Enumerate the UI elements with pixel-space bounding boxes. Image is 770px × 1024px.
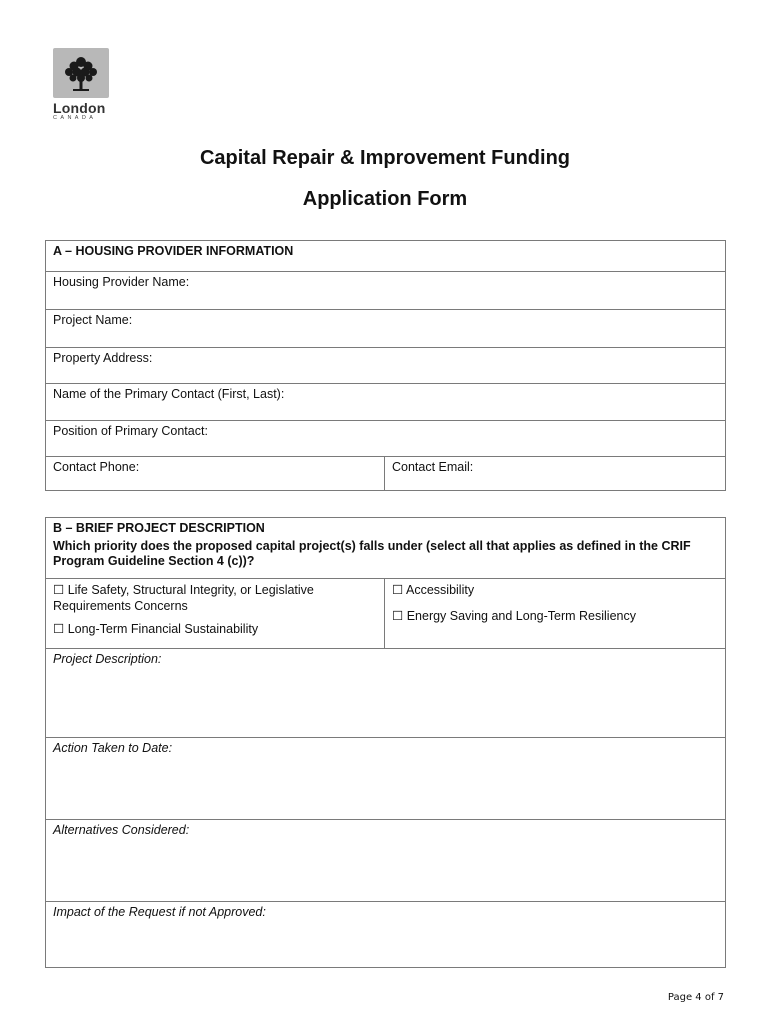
priority-options-right <box>385 579 726 649</box>
life-safety-label: Life Safety, Structural Integrity, or Legislative Requirements Concerns <box>53 583 314 613</box>
contact-email-field[interactable]: Contact Email: <box>385 457 726 491</box>
long-term-financial-label: Long-Term Financial Sustainability <box>67 622 259 636</box>
impact-if-not-approved-field[interactable]: Impact of the Request if not Approved: <box>46 902 726 968</box>
checkbox-long-term-financial[interactable] <box>53 621 377 637</box>
checkbox-energy-saving[interactable] <box>392 608 718 624</box>
priority-question: Which priority does the proposed capital project(s) falls under (select all that applies as defined in the CRIF Program Guideline Section 4 (c))? <box>46 539 726 579</box>
checkbox-icon: ☐ <box>392 583 404 597</box>
accessibility-label: Accessibility <box>406 583 475 597</box>
contact-phone-field[interactable]: Contact Phone: <box>46 457 385 491</box>
checkbox-accessibility[interactable] <box>392 582 718 598</box>
logo-word: London <box>53 100 106 116</box>
page-number: Page 4 of 7 <box>667 992 724 1003</box>
logo-subtitle: CANADA <box>53 115 97 121</box>
checkbox-icon: ☐ <box>392 609 404 623</box>
logo-box <box>53 48 109 98</box>
checkbox-icon: ☐ <box>53 622 65 636</box>
checkbox-icon: ☐ <box>53 583 65 597</box>
tree-icon <box>53 48 109 98</box>
form-title: Capital Repair & Improvement Funding <box>199 147 571 169</box>
form-subtitle: Application Form <box>302 188 468 210</box>
priority-options-left <box>46 579 385 649</box>
section-b-table <box>45 517 726 968</box>
project-name-field[interactable]: Project Name: <box>46 310 726 348</box>
housing-provider-name-field[interactable]: Housing Provider Name: <box>46 272 726 310</box>
section-b-heading: B – BRIEF PROJECT DESCRIPTION <box>46 518 726 539</box>
section-a-heading: A – HOUSING PROVIDER INFORMATION <box>46 241 726 272</box>
primary-contact-field[interactable]: Name of the Primary Contact (First, Last): <box>46 384 726 421</box>
city-logo <box>53 48 111 121</box>
project-description-field[interactable]: Project Description: <box>46 649 726 738</box>
section-a-table <box>45 240 726 491</box>
primary-contact-position-field[interactable]: Position of Primary Contact: <box>46 421 726 457</box>
action-taken-field[interactable]: Action Taken to Date: <box>46 738 726 820</box>
energy-saving-label: Energy Saving and Long-Term Resiliency <box>406 609 636 623</box>
property-address-field[interactable]: Property Address: <box>46 348 726 384</box>
checkbox-life-safety[interactable] <box>53 582 377 614</box>
alternatives-considered-field[interactable]: Alternatives Considered: <box>46 820 726 902</box>
